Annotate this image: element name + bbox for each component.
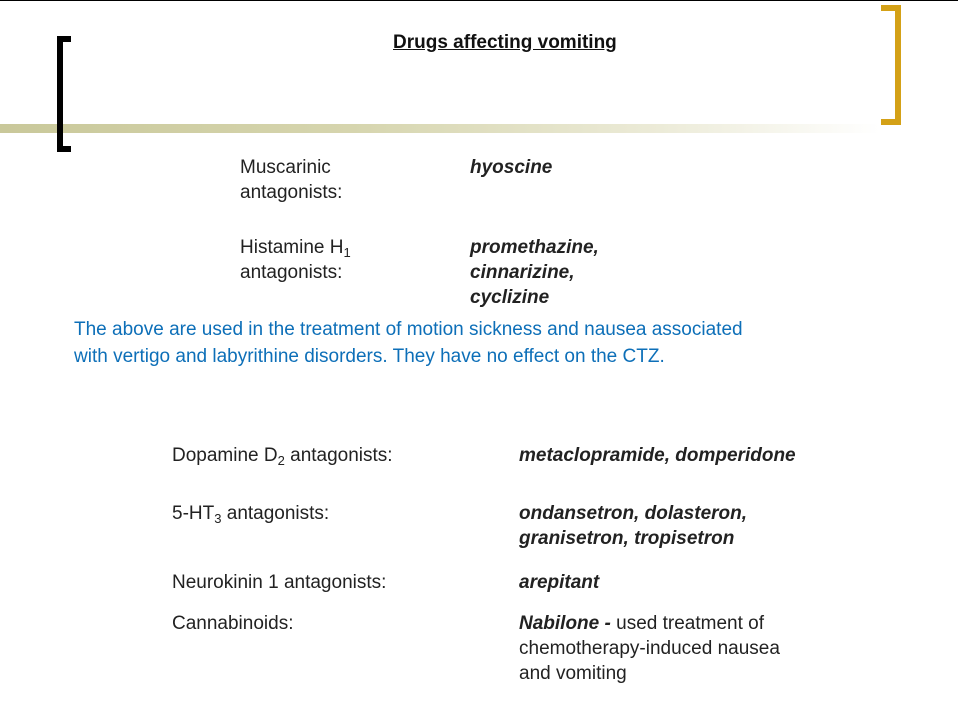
top-border-line xyxy=(0,0,958,1)
drug-description: used treatment of xyxy=(610,613,764,634)
class-line: antagonists: xyxy=(240,182,343,203)
dopamine-class-label xyxy=(172,443,393,468)
slide-title: Drugs affecting vomiting xyxy=(393,32,617,53)
note-paragraph xyxy=(74,316,854,370)
dopamine-drugs xyxy=(519,443,796,468)
drug-line: metaclopramide, domperidone xyxy=(519,445,796,466)
neurokinin-drugs xyxy=(519,570,599,595)
class-subscript: 3 xyxy=(214,511,222,526)
right-bracket-decoration xyxy=(881,5,901,125)
drug-line xyxy=(519,611,780,636)
class-line xyxy=(240,235,351,260)
muscarinic-class-label xyxy=(240,155,342,205)
histamine-class-label xyxy=(240,235,351,285)
class-text: 5-HT xyxy=(172,503,215,524)
class-text: Histamine H xyxy=(240,237,344,258)
neurokinin-class-label: Neurokinin 1 antagonists: xyxy=(172,572,387,593)
muscarinic-drugs xyxy=(470,155,552,180)
class-subscript: 2 xyxy=(277,453,285,468)
histamine-drugs xyxy=(470,235,599,310)
drug-line: hyoscine xyxy=(470,157,553,178)
class-text: antagonists: xyxy=(221,503,330,524)
note-line: with vertigo and labyrithine disorders. They have no effect on the CTZ. xyxy=(74,346,665,367)
class-text: Dopamine D xyxy=(172,445,278,466)
drug-name: Nabilone - xyxy=(519,613,611,634)
cannabinoids-class-label: Cannabinoids: xyxy=(172,613,294,634)
drug-line: and vomiting xyxy=(519,663,627,684)
5ht3-class-label xyxy=(172,501,329,526)
drug-line: chemotherapy-induced nausea xyxy=(519,638,780,659)
drug-line: cyclizine xyxy=(470,287,550,308)
note-line: The above are used in the treatment of motion sickness and nausea associated xyxy=(74,319,743,340)
drug-line: ondansetron, dolasteron, xyxy=(519,503,748,524)
class-line: Muscarinic xyxy=(240,157,331,178)
class-text: antagonists: xyxy=(284,445,393,466)
decorative-gradient-bar xyxy=(0,124,880,133)
left-bracket-decoration xyxy=(57,36,71,152)
drug-line: cinnarizine, xyxy=(470,262,575,283)
drug-line: promethazine, xyxy=(470,237,599,258)
drug-line: arepitant xyxy=(519,572,600,593)
drug-line: granisetron, tropisetron xyxy=(519,528,735,549)
class-line: antagonists: xyxy=(240,262,343,283)
cannabinoids-drugs xyxy=(519,611,780,686)
5ht3-drugs xyxy=(519,501,747,551)
class-subscript: 1 xyxy=(343,245,351,260)
